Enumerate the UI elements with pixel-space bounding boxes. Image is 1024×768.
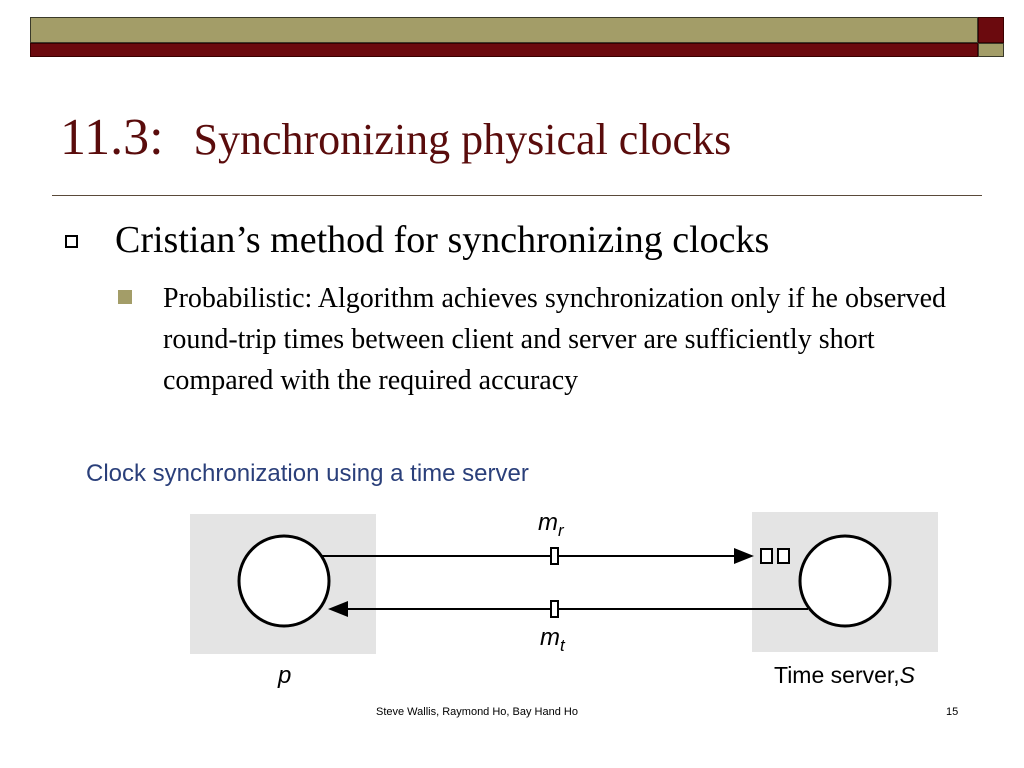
queue-slot-icon (761, 549, 772, 563)
label-time-server: Time server,S (774, 662, 916, 688)
bullet-level1: Cristian’s method for synchronizing clocks (115, 219, 770, 261)
reply-message-marker (551, 601, 558, 617)
client-process-node (239, 536, 329, 626)
title-text: Synchronizing physical clocks (193, 115, 732, 164)
label-mt: $m_t$ (540, 624, 565, 655)
label-mr: $m_r$ (538, 509, 564, 540)
label-client-p: p (278, 662, 292, 689)
bullet-level2: Probabilistic: Algorithm achieves synchronization only if he observed round-trip times between client and server are sufficiently short compared with the required accuracy (163, 283, 947, 396)
request-arrowhead-icon (734, 548, 754, 564)
diagram-title: Clock synchronization using a time server (86, 460, 529, 487)
title-number: 11.3: (60, 109, 164, 166)
request-message-marker (551, 548, 558, 564)
footer-authors: Steve Wallis, Raymond Ho, Bay Hand Ho (376, 706, 578, 718)
page-number: 15 (946, 706, 959, 718)
queue-slot-icon (778, 549, 789, 563)
server-process-node (800, 536, 890, 626)
